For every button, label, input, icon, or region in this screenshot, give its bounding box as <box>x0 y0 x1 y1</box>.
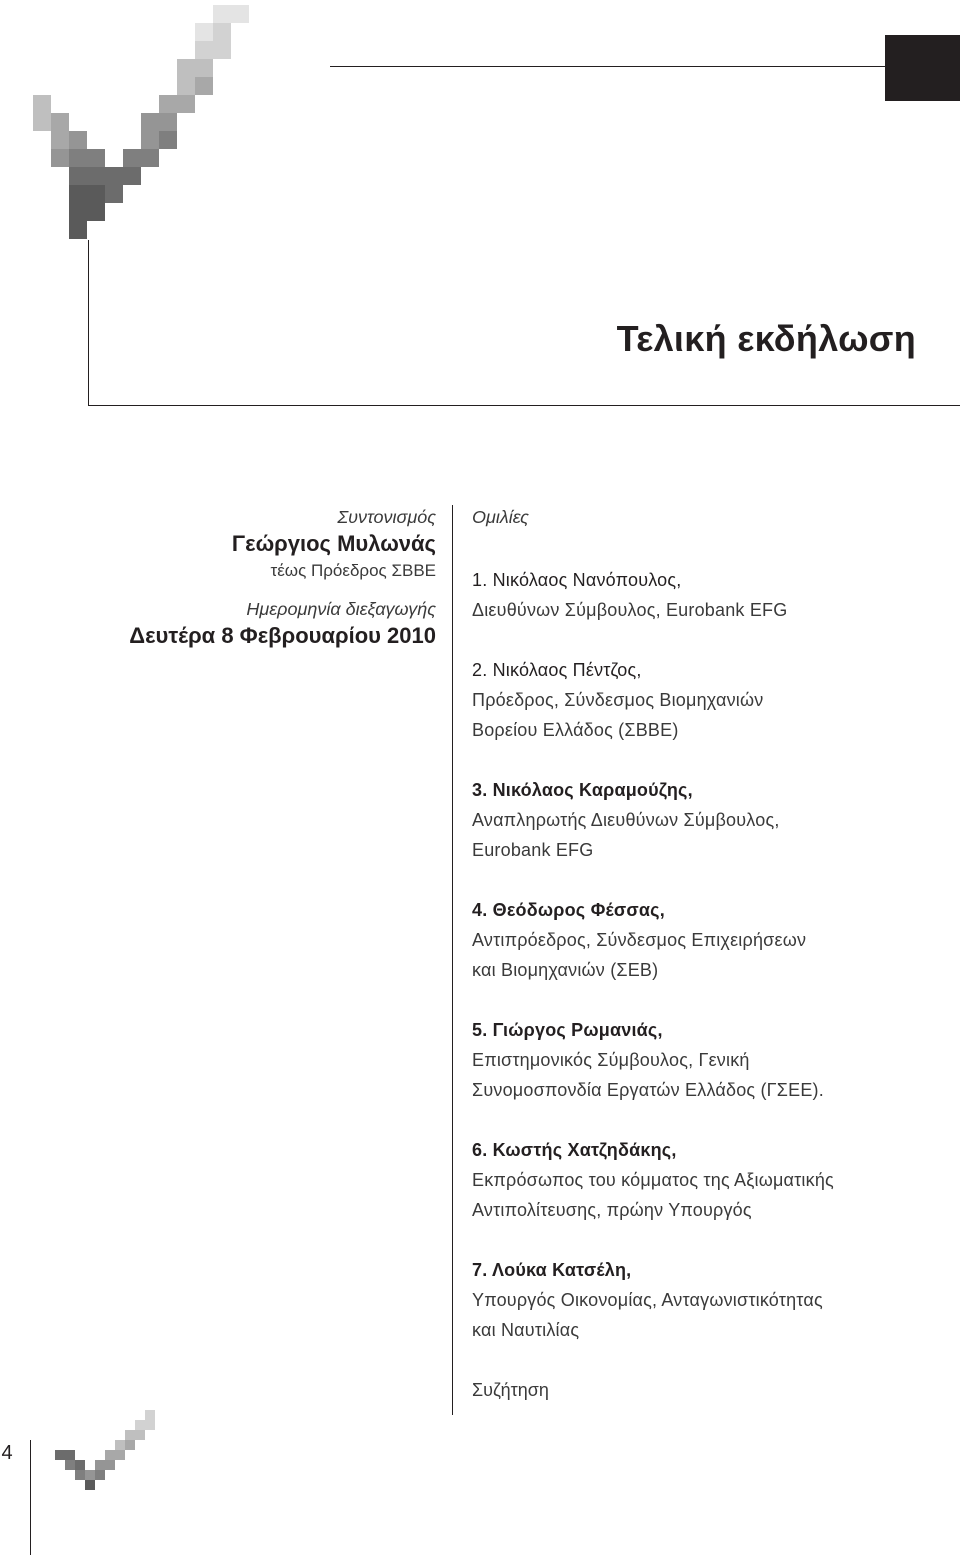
checkmark-pixel <box>85 1480 95 1490</box>
speaker-item <box>472 565 834 625</box>
footer-divider <box>30 1440 31 1555</box>
checkmark-pixel <box>123 149 141 167</box>
speaker-name: 4. Θεόδωρος Φέσσας, <box>472 900 665 920</box>
speaker-item <box>472 655 834 745</box>
checkmark-pixel <box>195 77 213 95</box>
checkmark-pixel <box>95 1470 105 1480</box>
checkmark-pixel <box>69 221 87 239</box>
checkmark-pixel <box>159 95 177 113</box>
speaker-item <box>472 1255 834 1345</box>
checkmark-pixel <box>195 41 213 59</box>
checkmark-pixel <box>115 1450 125 1460</box>
speaker-role-line: και Ναυτιλίας <box>472 1320 580 1340</box>
checkmark-pixel <box>141 113 159 131</box>
speaker-role-line: Αναπληρωτής Διευθύνων Σύμβουλος, <box>472 810 780 830</box>
checkmark-pixel <box>195 59 213 77</box>
speaker-name: 2. Νικόλαος Πέντζος, <box>472 660 642 680</box>
checkmark-pixel <box>177 77 195 95</box>
checkmark-pixel <box>105 1450 115 1460</box>
speaker-role-line: Υπουργός Οικονομίας, Ανταγωνιστικότητας <box>472 1290 823 1310</box>
speaker-name: 6. Κωστής Χατζηδάκης, <box>472 1140 677 1160</box>
checkmark-pixel <box>51 113 69 131</box>
moderation-label: Συντονισμός <box>337 507 436 527</box>
checkmark-pixel <box>87 203 105 221</box>
checkmark-pixel <box>51 131 69 149</box>
checkmark-pixel <box>69 149 87 167</box>
checkmark-pixel <box>213 41 231 59</box>
speaker-item <box>472 895 834 985</box>
checkmark-pixel <box>55 1450 65 1460</box>
speaker-name: 5. Γιώργος Ρωμανιάς, <box>472 1020 663 1040</box>
speaker-role-line: Εκπρόσωπος του κόμματος της Αξιωματικής <box>472 1170 834 1190</box>
checkmark-pixel <box>69 167 87 185</box>
checkmark-pixel <box>105 1460 115 1470</box>
checkmark-pixel <box>87 185 105 203</box>
checkmark-pixel <box>87 167 105 185</box>
talks-block <box>472 505 834 1405</box>
speaker-role-line: Eurobank EFG <box>472 840 594 860</box>
checkmark-pixel <box>159 113 177 131</box>
checkmark-pixel <box>177 95 195 113</box>
date-label: Ημερομηνία διεξαγωγής <box>246 599 436 619</box>
discussion-label: Συζήτηση <box>472 1380 549 1400</box>
checkmark-pixel <box>231 5 249 23</box>
checkmark-pixel <box>75 1460 85 1470</box>
checkmark-pixel <box>145 1410 155 1420</box>
checkmark-pixel <box>69 203 87 221</box>
checkmark-icon <box>40 1405 160 1495</box>
checkmark-pixel <box>177 59 195 77</box>
column-divider <box>452 505 453 1415</box>
speaker-name: 7. Λούκα Κατσέλη, <box>472 1260 632 1280</box>
checkmark-pixel <box>145 1420 155 1430</box>
checkmark-pixel <box>213 5 231 23</box>
speaker-item <box>472 775 834 865</box>
talks-label: Ομιλίες <box>472 507 529 527</box>
moderator-role: τέως Πρόεδρος ΣΒΒΕ <box>270 561 436 580</box>
checkmark-pixel <box>33 95 51 113</box>
checkmark-pixel <box>105 167 123 185</box>
checkmark-pixel <box>33 113 51 131</box>
checkmark-pixel <box>69 131 87 149</box>
checkmark-pixel <box>75 1470 85 1480</box>
moderator-name: Γεώργιος Μυλωνάς <box>231 531 436 556</box>
checkmark-pixel <box>195 23 213 41</box>
checkmark-pixel <box>125 1440 135 1450</box>
checkmark-pixel <box>85 1470 95 1480</box>
speaker-role-line: Διευθύνων Σύμβουλος, Eurobank EFG <box>472 600 788 620</box>
corner-square <box>885 35 960 101</box>
checkmark-pixel <box>87 149 105 167</box>
speaker-item <box>472 1135 834 1225</box>
frame-bottom-line <box>88 405 960 406</box>
checkmark-pixel <box>115 1440 125 1450</box>
page-number: 4 <box>1 1442 13 1464</box>
speaker-role-line: Συνομοσπονδία Εργατών Ελλάδος (ΓΣΕΕ). <box>472 1080 824 1100</box>
checkmark-pixel <box>141 131 159 149</box>
speaker-name: 1. Νικόλαος Νανόπουλος, <box>472 570 682 590</box>
checkmark-pixel <box>65 1460 75 1470</box>
speaker-role-line: Βορείου Ελλάδος (ΣΒΒΕ) <box>472 720 679 740</box>
frame-left-line <box>88 240 89 405</box>
speaker-list <box>472 565 834 1345</box>
checkmark-pixel <box>213 23 231 41</box>
speaker-name: 3. Νικόλαος Καραμούζης, <box>472 780 693 800</box>
speaker-role-line: Αντιπολίτευσης, πρώην Υπουργός <box>472 1200 752 1220</box>
speaker-item <box>472 1015 834 1105</box>
checkmark-pixel <box>159 131 177 149</box>
event-date: Δευτέρα 8 Φεβρουαρίου 2010 <box>129 623 436 648</box>
speaker-role-line: Αντιπρόεδρος, Σύνδεσμος Επιχειρήσεων <box>472 930 807 950</box>
speaker-role-line: Πρόεδρος, Σύνδεσμος Βιομηχανιών <box>472 690 764 710</box>
moderation-block <box>129 505 436 651</box>
checkmark-pixel <box>135 1420 145 1430</box>
speaker-role-line: και Βιομηχανιών (ΣΕΒ) <box>472 960 659 980</box>
checkmark-pixel <box>51 149 69 167</box>
page-title: Τελική εκδήλωση <box>616 318 916 359</box>
checkmark-pixel <box>141 149 159 167</box>
checkmark-pixel <box>105 185 123 203</box>
checkmark-pixel <box>135 1430 145 1440</box>
checkmark-pixel <box>125 1430 135 1440</box>
checkmark-pixel <box>123 167 141 185</box>
checkmark-icon <box>0 0 330 245</box>
checkmark-pixel <box>69 185 87 203</box>
checkmark-pixel <box>95 1460 105 1470</box>
frame-top-line <box>330 66 885 67</box>
checkmark-pixel <box>65 1450 75 1460</box>
speaker-role-line: Επιστημονικός Σύμβουλος, Γενική <box>472 1050 750 1070</box>
